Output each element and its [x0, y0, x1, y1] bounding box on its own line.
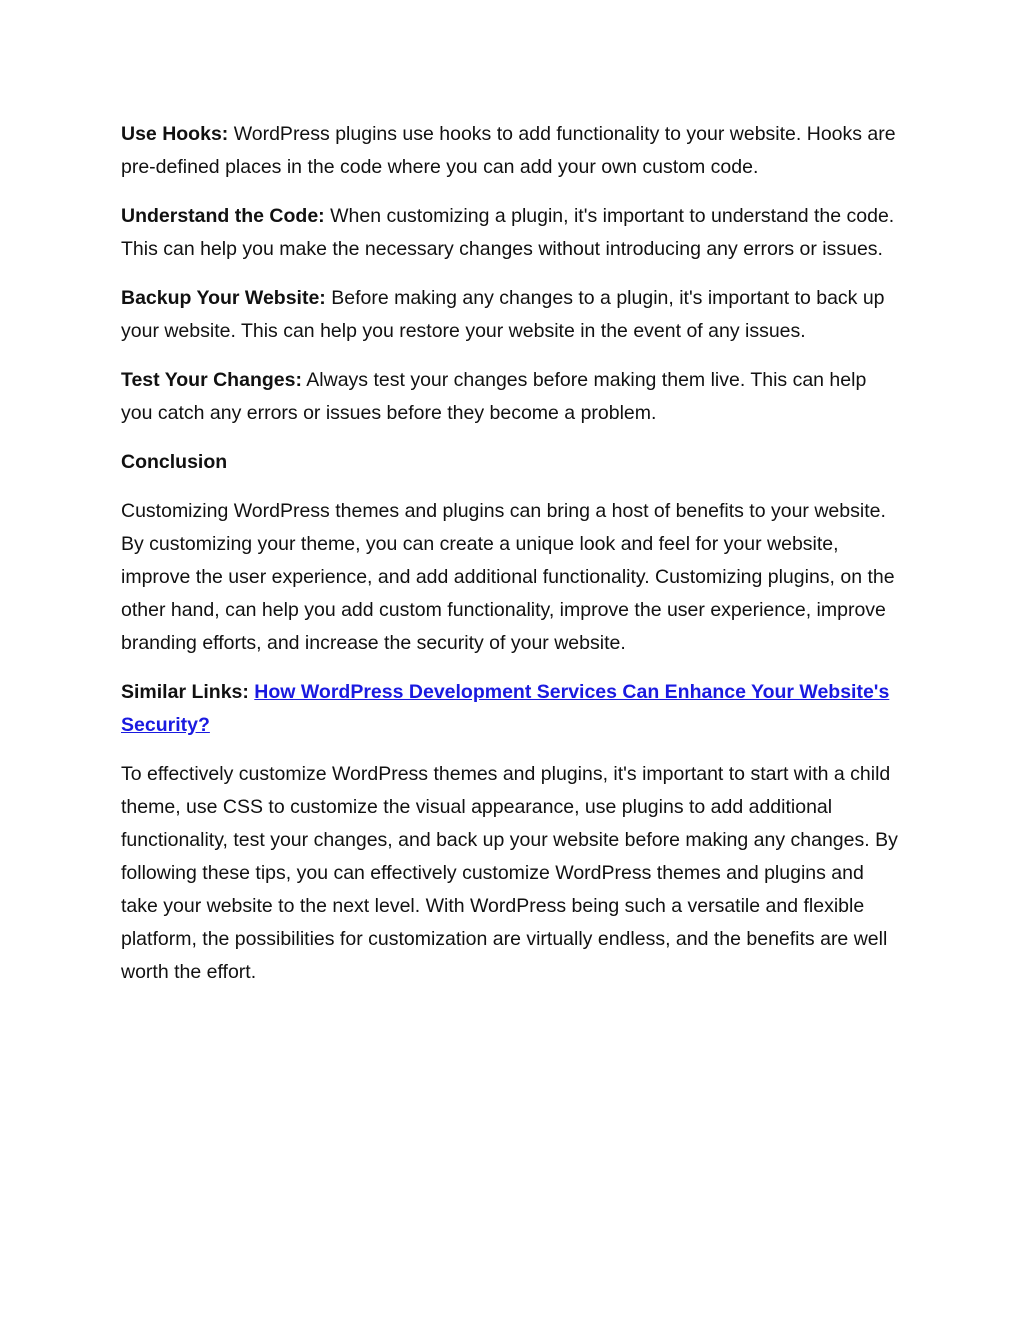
- closing-paragraph: To effectively customize WordPress themes and plugins, it's important to start with a child theme, use CSS to customize the visual appearance, use plugins to add additional functionality, test your changes, and back up your website before making any changes. By following these tips, you can effectively customize WordPress themes and plugins and take your website to the next level. With WordPress being such a versatile and flexible platform, the possibilities for customization are virtually endless, and the benefits are well worth the effort.: [121, 763, 898, 983]
- conclusion-heading: Conclusion: [121, 451, 228, 473]
- tip-label: Understand the Code:: [121, 205, 325, 227]
- tip-text: Before making any changes to a plugin, it's important to back up your website. This can help you restore your website in the event of any issues.: [121, 287, 885, 342]
- tip-understand-code: [121, 200, 901, 266]
- tip-label: Test Your Changes:: [121, 369, 302, 391]
- tip-backup-website: [121, 282, 901, 348]
- tip-label: Use Hooks:: [121, 123, 229, 145]
- similar-links-label: Similar Links:: [121, 681, 249, 703]
- tip-text: WordPress plugins use hooks to add functionality to your website. Hooks are pre-defined places in the code where you can add your own custom code.: [121, 123, 896, 178]
- tip-text: When customizing a plugin, it's important to understand the code. This can help you make the necessary changes without introducing any errors or issues.: [121, 205, 895, 260]
- tip-use-hooks: [121, 118, 901, 184]
- tip-test-changes: [121, 364, 901, 430]
- tip-label: Backup Your Website:: [121, 287, 326, 309]
- document-page: [121, 118, 901, 1005]
- similar-link[interactable]: How WordPress Development Services Can Enhance Your Website's Security?: [121, 681, 890, 736]
- conclusion-paragraph: Customizing WordPress themes and plugins can bring a host of benefits to your website. By customizing your theme, you can create a unique look and feel for your website, improve the user experience, and add additional functionality. Customizing plugins, on the other hand, can help you add custom functionality, improve the user experience, improve branding efforts, and increase the security of your website.: [121, 500, 895, 654]
- tip-text: Always test your changes before making them live. This can help you catch any errors or issues before they become a problem.: [121, 369, 867, 424]
- similar-links: [121, 676, 901, 742]
